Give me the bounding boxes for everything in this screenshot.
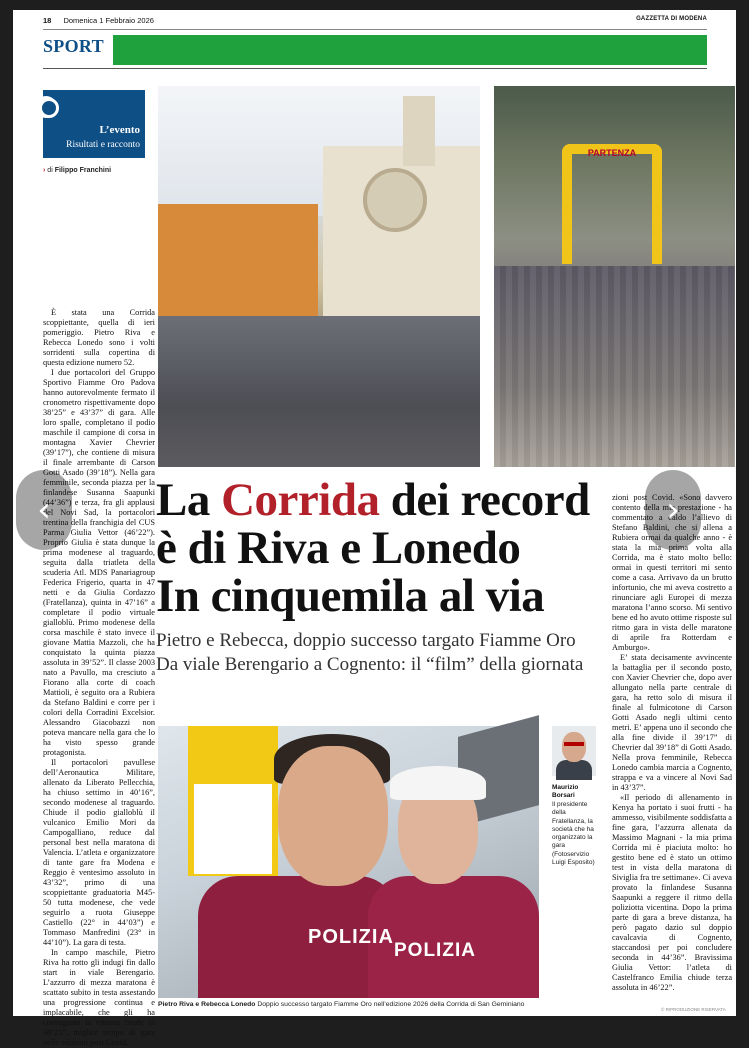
runners-crowd: [494, 266, 735, 467]
previous-page-button[interactable]: ‹: [16, 470, 72, 550]
headline: La Corrida dei record è di Riva e Lonedo In cinquemila al via: [156, 476, 596, 620]
page-number: 18: [43, 16, 52, 25]
event-box-title: L’evento: [99, 124, 140, 136]
start-arch: [562, 144, 662, 264]
article-column-3: [612, 493, 732, 1003]
header-divider: [43, 29, 707, 30]
headline-line-2: è di Riva e Lonedo: [156, 522, 521, 574]
portrait-name: Maurizio Borsari: [552, 784, 579, 799]
caption-text: Doppio successo targato Fiamme Oro nell’edizione 2026 della Corrida di San Geminiano: [255, 1001, 525, 1008]
paragraph: E’ stata decisamente avvincente la battaglia per il secondo posto, con Xavier Chevrier che, dopo aver allungato nella parte centrale di gara, ha retto solo di misura il finale al fulmicotone di Carson Gotti Asado negli ultimi cento metri. E’ appena uno il secondo che alla fine divide il 39’17” di Chevrier dal 39’18” di Gotti Asado. Nella prova femminile, Rebecca Lonedo cambia marcia a Cognento, strappa e va a vincere al Novi Sad in 43’37”.: [612, 653, 732, 792]
byline: [43, 167, 111, 174]
article-column-1: [43, 308, 155, 1047]
newspaper-page: [13, 10, 736, 1047]
headline-line-3: In cinquemila al via: [156, 570, 545, 622]
footer-note: © RIPRODUZIONE RISERVATA: [661, 1007, 726, 1012]
portrait-caption: Il presidente della Fratellanza, la società che ha organizzato la gara (Fotoservizio Luigi Esposito): [552, 801, 595, 867]
subheadline-line-2: Da viale Berengario a Cognento: il “film” della giornata: [156, 654, 584, 675]
issue-date: Domenica 1 Febbraio 2026: [63, 16, 154, 25]
paragraph: I due portacolori del Gruppo Sportivo Fiamme Oro Padova hanno autorevolmente fermato il cronometro rispettivamente dopo 38’25” e 43’37” di gara. Alle loro spalle, completano il podio maschile il campione di corsa in montagna Xavier Chevrier (39’17”), che contiene di misura il finale arrembante di Carson Gotti Asado (39’18”). Nella gara femminile, seconda piazza per la finlandese Susanna Saapunki (44’36”) e terza, fra gli applausi del Novi Sad, la portacolori trentina della franchigia del CUS Parma Giulia Vettor (46’22”). Proprio Giulia è stata dunque la prima modenese al traguardo, seguita dalla triatleta della scuderia Atl. MDS Panariagroup Federica Frigerio, quarta in 47 netti e da Giulia Cordazzo (Fratellanza), quinta in 47’16” a completare il podio virtuale gialloblù. Primo modenese della corsa maschile è stato invece il giovane Mattia Mazzoli, che ha conquistato la quinta piazza assoluta in 39’52”. Il classe 2003 nato a Pavullo, ma cresciuto a Fiorano alla corte di coach Mattioli, è seguito ora a Rubiera da Stefano Baldini e corre per i colori della Corradini Excelsior. Alessandro Giacobazzi non poteva mancare nella gara che lo ha visto spesso grande protagonista.: [43, 368, 155, 757]
event-logo-icon: [35, 96, 57, 118]
masthead: GAZZETTA DI MODENA: [636, 16, 707, 22]
byline-author: Filippo Franchini: [54, 167, 112, 174]
paragraph: Il portacolori pavullese dell’Aeronautica Militare, allenato da Liberato Pellecchia, ha chiuso settimo in 40’16”, secondo modenese al traguardo. Chiude il podio gialloblù il vulcanico Emilio Mori da Campogalliano, reduce dal personal best nella maratona di Valencia. L’atleta e organizzatore di tante gare fra Modena e Reggio è ventesimo assoluto in 43’32”, primo di una scoppiettante graduatoria M45-50 tutta modenese, che vede seguirlo a ruota Giuseppe Castiello (22° in 44’03”) e Tommaso Manfredini (23° in 44’10”). La gara di testa.: [43, 758, 155, 947]
paragraph: È stata una Corrida scoppiettante, quella di ieri pomeriggio. Pietro Riva e Rebecca Lonedo sono i volti sorridenti sulla copertina di questa edizione numero 52.: [43, 308, 155, 367]
byline-marker-icon: ›: [43, 167, 46, 174]
runner-face: [278, 746, 388, 886]
bell-tower: [403, 96, 435, 166]
runners-crowd: [158, 316, 480, 467]
section-title: SPORT: [43, 36, 104, 56]
section-color-bar: [113, 35, 707, 65]
paragraph: In campo maschile, Pietro Riva ha rotto gli indugi fin dallo start in viale Berengario. L’azzurro di mezza maratona è scattato subito in testa assestando una progressione continua e implacabile, che gli ha consegnato la vittoria finale in 38’25”, miglior tempo di gara nelle edizioni post Covid.: [43, 948, 155, 1047]
photo-start-cathedral: [158, 86, 480, 467]
section-divider: [43, 68, 707, 69]
paragraph: zioni post Covid. «Sono davvero contento della mia prestazione - ha commentato a caldo l’allievo di Stefano Baldini, che si allena a Rubiera ormai da qualche anno - è stata la mia prima volta alla Corrida, ma è stato molto bello: ormai in questi territori mi sento come a casa. Arrivavo da un brutto infortunio, che mi aveva costretto a rinunciare agli Europei di mezza maratona l’anno scorso. Mi sentivo bene ed ho avuto ottime risposte sul ritmo gara in vista delle maratone di aprile fra Rotterdam e Amburgo».: [612, 493, 732, 652]
caption-names: Pietro Riva e Rebecca Lonedo: [158, 1001, 256, 1008]
rose-window: [363, 168, 427, 232]
portrait-photo: [552, 726, 596, 776]
photo-start-arch: [494, 86, 735, 467]
photo-winners: [158, 726, 539, 998]
shirt-text: POLIZIA: [394, 940, 476, 961]
event-box: [43, 90, 145, 158]
comune-banner: [194, 784, 272, 874]
subheadline-line-1: Pietro e Rebecca, doppio successo targato Fiamme Oro: [156, 630, 576, 651]
runner-cap: [390, 766, 486, 800]
next-page-button[interactable]: ›: [645, 470, 701, 550]
shirt-text: POLIZIA: [308, 926, 394, 948]
photo-caption: [158, 1001, 598, 1008]
paragraph: «Il periodo di allenamento in Kenya ha portato i suoi frutti - ha ammesso, visibilmente soddisfatta a fine gara, l’azzurra allenata da Massimo Magnani - la mia prima Corrida mi è piaciuta molto: ho gestito bene ed è stato un ottimo test in vista della maratona di Siviglia fra tre settimane». Ci aveva provato la finlandese Susanna Saapunki a reggere il ritmo della poliziotta vicentina. Dopo la prima parte di gara a breve distanza, ha però pagato dazio sul doppio cavalcavia di Cognento, staccandosi per poi concludere seconda in 44’36”. Bravissima Giulia Vettor: l’atleta di Castelfranco Emilia chiude terza assoluta in 46’22”.: [612, 793, 732, 992]
event-box-subtitle: Risultati e racconto: [66, 140, 140, 150]
page-header: [43, 16, 707, 28]
start-arch-label: PARTENZA: [587, 148, 637, 158]
subheadline: [156, 629, 596, 677]
headline-highlight: Corrida: [221, 474, 380, 526]
byline-prefix: di: [47, 167, 53, 174]
